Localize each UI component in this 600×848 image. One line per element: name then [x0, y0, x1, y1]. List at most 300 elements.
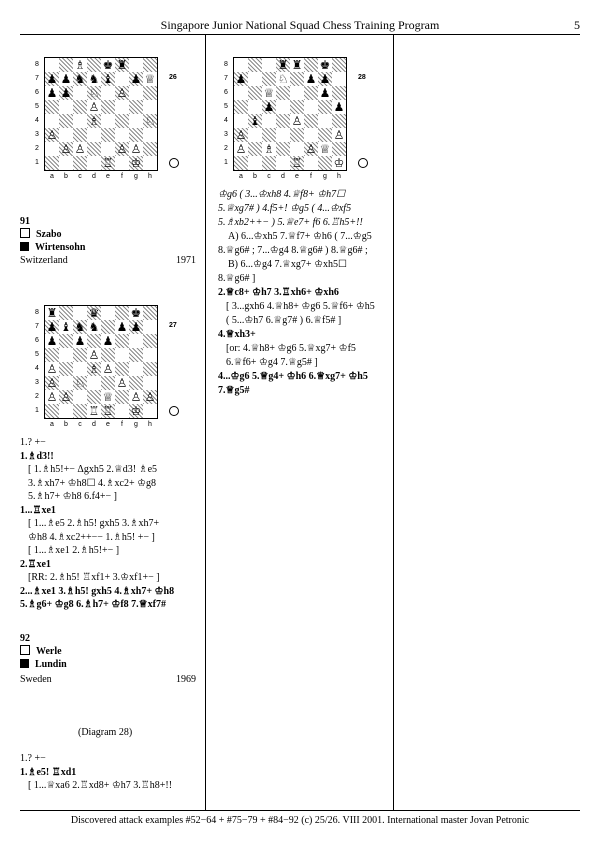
- board-square: [115, 306, 129, 320]
- move-line: 5.♗xb2++− ) 5.♕e7+ f6 6.♖h5+!!: [218, 217, 363, 228]
- board-square: [59, 334, 73, 348]
- white-square-icon: [20, 228, 30, 238]
- board-square: [45, 114, 59, 128]
- board-square: [59, 156, 73, 170]
- chess-piece: ♟: [46, 320, 58, 334]
- board-square: [45, 58, 59, 72]
- board-square: [101, 306, 115, 320]
- chess-piece: ♝: [102, 72, 114, 86]
- chess-piece: ♙: [333, 128, 345, 142]
- rank-label: 5: [224, 103, 228, 110]
- rank-label: 4: [35, 117, 39, 124]
- board-square: [101, 128, 115, 142]
- footer-text: Discovered attack examples #52−64 + #75−79 + #84−92 (c) 25/26. VIII 2001. International master Jovan Petronic: [70, 815, 530, 826]
- game-92-black: [20, 658, 67, 671]
- diagram-reference: (Diagram 28): [78, 727, 133, 738]
- game-92-white: [20, 645, 62, 658]
- chess-piece: ♟: [46, 86, 58, 100]
- chess-piece: ♙: [130, 390, 142, 404]
- board-square: [143, 100, 157, 114]
- chess-piece: ♙: [291, 114, 303, 128]
- game-91-number: 91: [20, 216, 30, 227]
- game-91-place: Switzerland: [20, 255, 68, 266]
- board-square: [87, 390, 101, 404]
- chess-piece: ♔: [130, 404, 142, 418]
- move-line: 5.♕xg7# ) 4.f5+! ♔g5 ( 4...♔xf5: [218, 203, 352, 214]
- board-square: [276, 142, 290, 156]
- board-square: [234, 156, 248, 170]
- chess-piece: ♚: [319, 58, 331, 72]
- move-line: [ 1.♗h5!+− Δgxh5 2.♕d3! ♗e5: [28, 464, 158, 475]
- chess-piece: ♗: [88, 362, 100, 376]
- board-square: [304, 58, 318, 72]
- move-line: 8.♕g6# ; 7...♔g4 8.♕g6# ) 8.♕g6# ;: [218, 245, 368, 256]
- game-91-year: 1971: [176, 255, 196, 266]
- page-number: 5: [574, 18, 580, 32]
- board-square: [73, 390, 87, 404]
- header-rule: [20, 34, 580, 35]
- board-square: [304, 86, 318, 100]
- chess-piece: ♜: [291, 58, 303, 72]
- chess-piece: ♗: [74, 58, 86, 72]
- white-player-name: Szabo: [36, 229, 62, 240]
- rank-label: 7: [35, 75, 39, 82]
- board-square: [115, 114, 129, 128]
- chess-piece: ♙: [46, 128, 58, 142]
- board-square: [318, 128, 332, 142]
- board-square: [143, 142, 157, 156]
- board-square: [73, 128, 87, 142]
- diagram-number: 27: [169, 322, 177, 329]
- chess-piece: ♙: [130, 142, 142, 156]
- move-line: ( 5...♔h7 6.♕g7# ) 6.♕f5# ]: [226, 315, 342, 326]
- file-label: d: [281, 173, 285, 180]
- file-label: h: [148, 173, 152, 180]
- board-square: [73, 156, 87, 170]
- move-line: 8.♕g6# ]: [218, 273, 256, 284]
- move-line: [ 1...♗xe1 2.♗h5!+− ]: [28, 545, 120, 556]
- chess-piece: ♙: [305, 142, 317, 156]
- board-square: [248, 128, 262, 142]
- board-square: [234, 114, 248, 128]
- diagram-number: 28: [358, 74, 366, 81]
- board-square: [73, 100, 87, 114]
- chess-piece: ♟: [74, 334, 86, 348]
- rank-label: 8: [35, 61, 39, 68]
- chess-board: [233, 57, 347, 171]
- board-square: [87, 58, 101, 72]
- chess-piece: ♙: [60, 142, 72, 156]
- chess-piece: ♘: [88, 86, 100, 100]
- board-square: [304, 100, 318, 114]
- board-square: [87, 376, 101, 390]
- chess-piece: ♙: [46, 362, 58, 376]
- board-square: [262, 72, 276, 86]
- game-91-white: [20, 228, 62, 241]
- rank-label: 1: [35, 407, 39, 414]
- board-square: [262, 128, 276, 142]
- black-player-name: Lundin: [35, 659, 67, 670]
- board-square: [143, 334, 157, 348]
- chess-piece: ♙: [74, 142, 86, 156]
- board-square: [73, 348, 87, 362]
- rank-label: 3: [35, 131, 39, 138]
- board-square: [45, 100, 59, 114]
- chess-piece: ♝: [249, 114, 261, 128]
- board-square: [290, 128, 304, 142]
- chess-piece: ♗: [88, 114, 100, 128]
- chess-piece: ♙: [102, 362, 114, 376]
- file-label: g: [323, 173, 327, 180]
- board-square: [304, 128, 318, 142]
- chess-piece: ♕: [319, 142, 331, 156]
- board-square: [59, 362, 73, 376]
- chess-piece: ♙: [144, 390, 156, 404]
- chess-piece: ♖: [88, 404, 100, 418]
- chess-piece: ♘: [144, 114, 156, 128]
- file-label: d: [92, 421, 96, 428]
- column-divider-2: [393, 34, 394, 810]
- rank-label: 7: [35, 323, 39, 330]
- board-square: [262, 58, 276, 72]
- board-square: [318, 100, 332, 114]
- board-square: [234, 100, 248, 114]
- file-label: e: [106, 173, 110, 180]
- rank-label: 1: [35, 159, 39, 166]
- board-square: [129, 376, 143, 390]
- board-square: [248, 142, 262, 156]
- board-square: [115, 334, 129, 348]
- chess-piece: ♞: [88, 72, 100, 86]
- board-square: [101, 348, 115, 362]
- file-label: g: [134, 173, 138, 180]
- rank-label: 5: [35, 103, 39, 110]
- chess-piece: ♜: [46, 306, 58, 320]
- chess-piece: ♟: [235, 72, 247, 86]
- chess-piece: ♙: [116, 86, 128, 100]
- white-to-move-icon: [358, 158, 368, 168]
- board-square: [59, 306, 73, 320]
- board-square: [115, 362, 129, 376]
- board-square: [143, 362, 157, 376]
- move-line: ♔g6 ( 3...♔xh8 4.♕f8+ ♔h7☐: [218, 189, 346, 200]
- chess-piece: ♘: [277, 72, 289, 86]
- board-square: [143, 376, 157, 390]
- board-square: [101, 376, 115, 390]
- rank-label: 5: [35, 351, 39, 358]
- board-square: [59, 114, 73, 128]
- board-square: [143, 86, 157, 100]
- footer-rule: [20, 810, 580, 811]
- chess-piece: ♙: [235, 142, 247, 156]
- board-square: [304, 114, 318, 128]
- file-label: h: [148, 421, 152, 428]
- board-square: [59, 404, 73, 418]
- rank-label: 1: [224, 159, 228, 166]
- board-square: [332, 72, 346, 86]
- file-label: c: [78, 421, 82, 428]
- move-line: 1.? +−: [20, 753, 46, 764]
- move-line: [ 1...♗e5 2.♗h5! gxh5 3.♗xh7+: [28, 518, 160, 529]
- board-square: [115, 72, 129, 86]
- chess-piece: ♟: [46, 334, 58, 348]
- board-square: [276, 100, 290, 114]
- chess-piece: ♜: [116, 58, 128, 72]
- board-square: [101, 114, 115, 128]
- file-label: b: [253, 173, 257, 180]
- rank-label: 6: [224, 89, 228, 96]
- board-square: [318, 114, 332, 128]
- board-square: [59, 376, 73, 390]
- board-square: [290, 100, 304, 114]
- chess-piece: ♟: [60, 72, 72, 86]
- rank-label: 3: [224, 131, 228, 138]
- game-92-number: 92: [20, 633, 30, 644]
- file-label: c: [78, 173, 82, 180]
- header-title: Singapore Junior National Squad Chess Training Program: [160, 18, 440, 32]
- chess-piece: ♟: [46, 72, 58, 86]
- file-label: b: [64, 421, 68, 428]
- chess-piece: ♞: [88, 320, 100, 334]
- board-square: [115, 156, 129, 170]
- board-square: [248, 86, 262, 100]
- board-square: [45, 142, 59, 156]
- board-square: [129, 128, 143, 142]
- file-label: f: [310, 173, 312, 180]
- move-line: [ 3...gxh6 4.♕h8+ ♔g6 5.♕f6+ ♔h5: [226, 301, 375, 312]
- file-label: f: [121, 421, 123, 428]
- board-square: [143, 58, 157, 72]
- rank-label: 4: [224, 117, 228, 124]
- board-square: [45, 156, 59, 170]
- chess-piece: ♟: [305, 72, 317, 86]
- board-square: [143, 404, 157, 418]
- board-square: [262, 156, 276, 170]
- board-square: [87, 128, 101, 142]
- board-square: [304, 156, 318, 170]
- chess-piece: ♙: [60, 390, 72, 404]
- black-player-name: Wirtensohn: [35, 242, 86, 253]
- board-square: [318, 156, 332, 170]
- board-square: [115, 128, 129, 142]
- board-square: [332, 86, 346, 100]
- board-square: [290, 72, 304, 86]
- chess-piece: ♖: [102, 404, 114, 418]
- file-label: h: [337, 173, 341, 180]
- move-line: 5.♗h7+ ♔h8 6.f4+− ]: [28, 491, 118, 502]
- board-square: [115, 404, 129, 418]
- chess-piece: ♙: [116, 142, 128, 156]
- chess-piece: ♚: [102, 58, 114, 72]
- board-square: [143, 306, 157, 320]
- board-square: [59, 348, 73, 362]
- board-square: [59, 100, 73, 114]
- board-square: [101, 320, 115, 334]
- chess-piece: ♙: [88, 100, 100, 114]
- file-label: a: [50, 421, 54, 428]
- rank-label: 2: [224, 145, 228, 152]
- white-square-icon: [20, 645, 30, 655]
- chess-piece: ♟: [60, 86, 72, 100]
- move-line: 1.♗e5! ♖xd1: [20, 766, 77, 778]
- move-line: [or: 4.♕h8+ ♔g6 5.♕xg7+ ♔f5: [226, 343, 356, 354]
- board-square: [262, 114, 276, 128]
- rank-label: 6: [35, 89, 39, 96]
- board-square: [290, 86, 304, 100]
- board-square: [87, 156, 101, 170]
- chess-piece: ♞: [74, 72, 86, 86]
- chess-piece: ♙: [46, 390, 58, 404]
- board-square: [332, 142, 346, 156]
- board-square: [332, 114, 346, 128]
- board-square: [45, 348, 59, 362]
- move-line: B) 6...♔g4 7.♕xg7+ ♔xh5☐: [228, 259, 347, 270]
- file-label: e: [295, 173, 299, 180]
- board-square: [59, 58, 73, 72]
- board-square: [248, 100, 262, 114]
- move-line: ♔h8 4.♗xc2++−− 1.♗h5! +− ]: [28, 531, 155, 543]
- chess-piece: ♕: [102, 390, 114, 404]
- chess-piece: ♟: [319, 72, 331, 86]
- move-line: 7.♕g5#: [218, 385, 250, 396]
- board-square: [248, 72, 262, 86]
- rank-label: 8: [35, 309, 39, 316]
- game-92-year: 1969: [176, 674, 196, 685]
- chess-piece: ♙: [235, 128, 247, 142]
- board-square: [101, 100, 115, 114]
- move-line: 1...♖xe1: [20, 504, 56, 516]
- chess-piece: ♕: [144, 72, 156, 86]
- board-square: [276, 86, 290, 100]
- rank-label: 2: [35, 393, 39, 400]
- file-label: d: [92, 173, 96, 180]
- game-92-place: Sweden: [20, 674, 52, 685]
- file-label: b: [64, 173, 68, 180]
- board-square: [143, 348, 157, 362]
- board-square: [73, 404, 87, 418]
- board-square: [129, 114, 143, 128]
- board-square: [73, 114, 87, 128]
- board-square: [129, 348, 143, 362]
- board-square: [115, 390, 129, 404]
- chess-piece: ♚: [130, 306, 142, 320]
- board-square: [276, 156, 290, 170]
- chess-piece: ♔: [130, 156, 142, 170]
- board-square: [45, 404, 59, 418]
- move-line: 4...♔g6 5.♕g4+ ♔h6 6.♕xg7+ ♔h5: [218, 371, 368, 382]
- chess-piece: ♟: [130, 320, 142, 334]
- chess-board: [44, 305, 158, 419]
- chess-board: [44, 57, 158, 171]
- move-line: [ 1...♕xa6 2.♖xd8+ ♔h7 3.♖h8+!!: [28, 780, 173, 791]
- board-square: [332, 58, 346, 72]
- black-square-icon: [20, 242, 29, 251]
- rank-label: 8: [224, 61, 228, 68]
- chess-piece: ♙: [88, 348, 100, 362]
- chess-piece: ♟: [116, 320, 128, 334]
- chess-piece: ♛: [88, 306, 100, 320]
- chess-piece: ♗: [263, 142, 275, 156]
- game-91-black: [20, 241, 85, 254]
- chess-piece: ♟: [319, 86, 331, 100]
- column-divider-1: [205, 34, 206, 810]
- rank-label: 7: [224, 75, 228, 82]
- rank-label: 6: [35, 337, 39, 344]
- chess-piece: ♘: [74, 376, 86, 390]
- move-line: 3.♗xh7+ ♔h8☐ 4.♗xc2+ ♔g8: [28, 477, 157, 489]
- chess-piece: ♞: [74, 320, 86, 334]
- board-square: [276, 114, 290, 128]
- board-square: [115, 100, 129, 114]
- diagram-number: 26: [169, 74, 177, 81]
- board-square: [276, 128, 290, 142]
- board-square: [234, 58, 248, 72]
- file-label: g: [134, 421, 138, 428]
- board-square: [143, 156, 157, 170]
- chess-piece: ♝: [60, 320, 72, 334]
- chess-piece: ♟: [130, 72, 142, 86]
- board-square: [73, 306, 87, 320]
- white-to-move-icon: [169, 158, 179, 168]
- board-square: [143, 128, 157, 142]
- board-square: [234, 86, 248, 100]
- file-label: f: [121, 173, 123, 180]
- board-square: [248, 156, 262, 170]
- board-square: [73, 86, 87, 100]
- move-line: 1.? +−: [20, 437, 46, 448]
- file-label: a: [239, 173, 243, 180]
- board-square: [59, 128, 73, 142]
- black-square-icon: [20, 659, 29, 668]
- move-line: 2.♖xe1: [20, 558, 51, 570]
- chess-piece: ♟: [102, 334, 114, 348]
- move-line: 2...♗xe1 3.♗h5! gxh5 4.♗xh7+ ♔h8: [20, 585, 175, 597]
- board-square: [129, 86, 143, 100]
- board-square: [248, 58, 262, 72]
- white-player-name: Werle: [36, 646, 62, 657]
- board-square: [129, 334, 143, 348]
- chess-piece: ♖: [102, 156, 114, 170]
- move-line: 5.♗g6+ ♔g8 6.♗h7+ ♔f8 7.♕xf7#: [20, 599, 166, 610]
- chess-piece: ♔: [333, 156, 345, 170]
- move-line: 2.♕c8+ ♔h7 3.♖xh6+ ♔xh6: [218, 287, 339, 298]
- board-square: [115, 348, 129, 362]
- chess-piece: ♜: [277, 58, 289, 72]
- board-square: [87, 142, 101, 156]
- move-line: 4.♕xh3+: [218, 329, 256, 340]
- chess-piece: ♕: [263, 86, 275, 100]
- board-square: [87, 334, 101, 348]
- chess-piece: ♙: [46, 376, 58, 390]
- board-square: [101, 86, 115, 100]
- white-to-move-icon: [169, 406, 179, 416]
- board-square: [101, 142, 115, 156]
- board-square: [73, 362, 87, 376]
- move-line: [RR: 2.♗h5! ♖xf1+ 3.♔xf1+− ]: [28, 572, 160, 583]
- board-square: [129, 58, 143, 72]
- rank-label: 3: [35, 379, 39, 386]
- move-line: A) 6...♔xh5 7.♕f7+ ♔h6 ( 7...♔g5: [228, 231, 372, 242]
- chess-piece: ♙: [116, 376, 128, 390]
- board-square: [129, 100, 143, 114]
- chess-piece: ♖: [291, 156, 303, 170]
- board-square: [129, 362, 143, 376]
- board-square: [290, 142, 304, 156]
- rank-label: 4: [35, 365, 39, 372]
- move-line: 6.♕f6+ ♔g4 7.♕g5# ]: [226, 357, 318, 368]
- board-square: [143, 320, 157, 334]
- move-line: 1.♗d3!!: [20, 450, 54, 462]
